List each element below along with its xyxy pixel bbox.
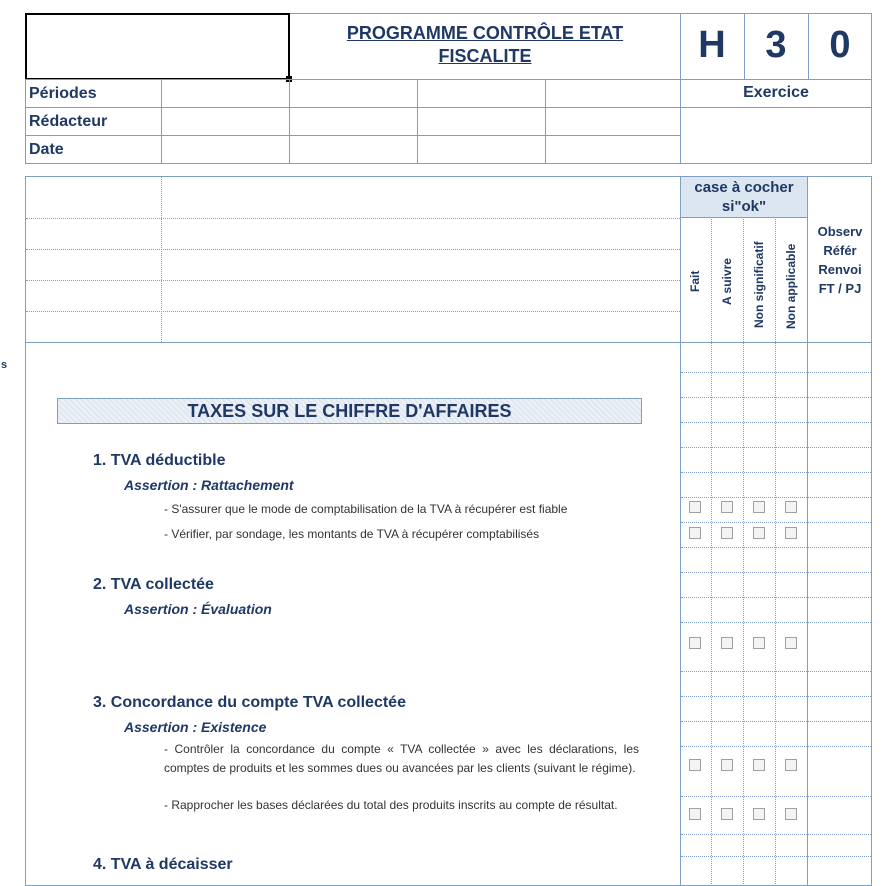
checkbox-s1-i1-fait[interactable]: [689, 501, 701, 513]
checkbox-s1-i1-non-applicable[interactable]: [785, 501, 797, 513]
row-separator: [681, 497, 871, 498]
row-separator: [681, 696, 871, 697]
date-label: Date: [29, 141, 64, 158]
section-2-assertion: Assertion : Évaluation: [124, 601, 272, 617]
row-separator: [681, 572, 871, 573]
checkbox-s1-i2-non-significatif[interactable]: [753, 527, 765, 539]
section-1-assertion: Assertion : Rattachement: [124, 477, 294, 493]
row-separator: [681, 372, 871, 373]
checkbox-s3-i1-fait[interactable]: [689, 759, 701, 771]
section-1-item-2: - Vérifier, par sondage, les montants de TVA à récupérer comptabilisés: [164, 527, 540, 541]
row-separator: [681, 422, 871, 423]
checkbox-s1-i1-a-suivre[interactable]: [721, 501, 733, 513]
logo-box[interactable]: [25, 13, 290, 80]
section-banner: TAXES SUR LE CHIFFRE D'AFFAIRES: [57, 398, 642, 424]
code-letter: H: [698, 24, 726, 66]
row-separator: [681, 834, 871, 835]
row-separator: [681, 721, 871, 722]
row-separator: [681, 796, 871, 797]
checkbox-s3-i1-non-significatif[interactable]: [753, 759, 765, 771]
code-digit-2: 0: [829, 24, 851, 66]
side-mark: s: [1, 359, 8, 371]
section-3-item-1: - Contrôler la concordance du compte « TVA collectée » avec les déclarations, les comptes de produits et les sommes dues ou avancées par les clients (suivant le régime).: [164, 742, 639, 775]
checkbox-s3-i2-non-significatif[interactable]: [753, 808, 765, 820]
section-1-title: 1. TVA déductible: [93, 452, 226, 469]
checkbox-s1-i2-a-suivre[interactable]: [721, 527, 733, 539]
col-fait: Fait: [688, 270, 702, 292]
checkbox-header: case à cocher si"ok": [681, 177, 807, 218]
section-3-title: 3. Concordance du compte TVA collectée: [93, 694, 406, 711]
row-separator: [681, 856, 871, 857]
checkbox-s3-i2-non-applicable[interactable]: [785, 808, 797, 820]
section-1-item-1: - S'assurer que le mode de comptabilisation de la TVA à récupérer est fiable: [164, 502, 568, 516]
code-digit-1: 3: [765, 24, 787, 66]
checkbox-s1-i1-non-significatif[interactable]: [753, 501, 765, 513]
row-separator: [681, 447, 871, 448]
col-non-applicable: Non applicable: [784, 243, 798, 329]
col-a-suivre: A suivre: [720, 258, 734, 305]
checkbox-s3-i2-a-suivre[interactable]: [721, 808, 733, 820]
row-separator: [681, 622, 871, 623]
checkbox-s3-i1-non-applicable[interactable]: [785, 759, 797, 771]
row-separator: [681, 671, 871, 672]
checkbox-s2-fait[interactable]: [689, 637, 701, 649]
checkbox-s3-i1-a-suivre[interactable]: [721, 759, 733, 771]
checkbox-s2-non-applicable[interactable]: [785, 637, 797, 649]
periodes-label: Périodes: [29, 85, 97, 102]
row-separator: [681, 597, 871, 598]
checkbox-s2-a-suivre[interactable]: [721, 637, 733, 649]
checkbox-s2-non-significatif[interactable]: [753, 637, 765, 649]
row-separator: [681, 397, 871, 398]
section-4-title: 4. TVA à décaisser: [93, 856, 233, 873]
checkbox-s3-i2-fait[interactable]: [689, 808, 701, 820]
row-separator: [681, 522, 871, 523]
section-3-item-2: - Rapprocher les bases déclarées du total des produits inscrits au compte de résultat.: [164, 798, 618, 812]
checkbox-s1-i2-fait[interactable]: [689, 527, 701, 539]
obs-header: Observ Référ Renvoi FT / PJ: [817, 224, 863, 296]
row-separator: [681, 472, 871, 473]
col-non-significatif: Non significatif: [752, 241, 766, 328]
row-separator: [681, 547, 871, 548]
section-2-title: 2. TVA collectée: [93, 576, 214, 593]
section-3-assertion: Assertion : Existence: [124, 719, 267, 735]
exercice-label: Exercice: [743, 84, 809, 101]
checkbox-s1-i2-non-applicable[interactable]: [785, 527, 797, 539]
redacteur-label: Rédacteur: [29, 113, 108, 130]
row-separator: [681, 746, 871, 747]
page-title: PROGRAMME CONTRÔLE ETAT FISCALITE: [346, 23, 624, 66]
